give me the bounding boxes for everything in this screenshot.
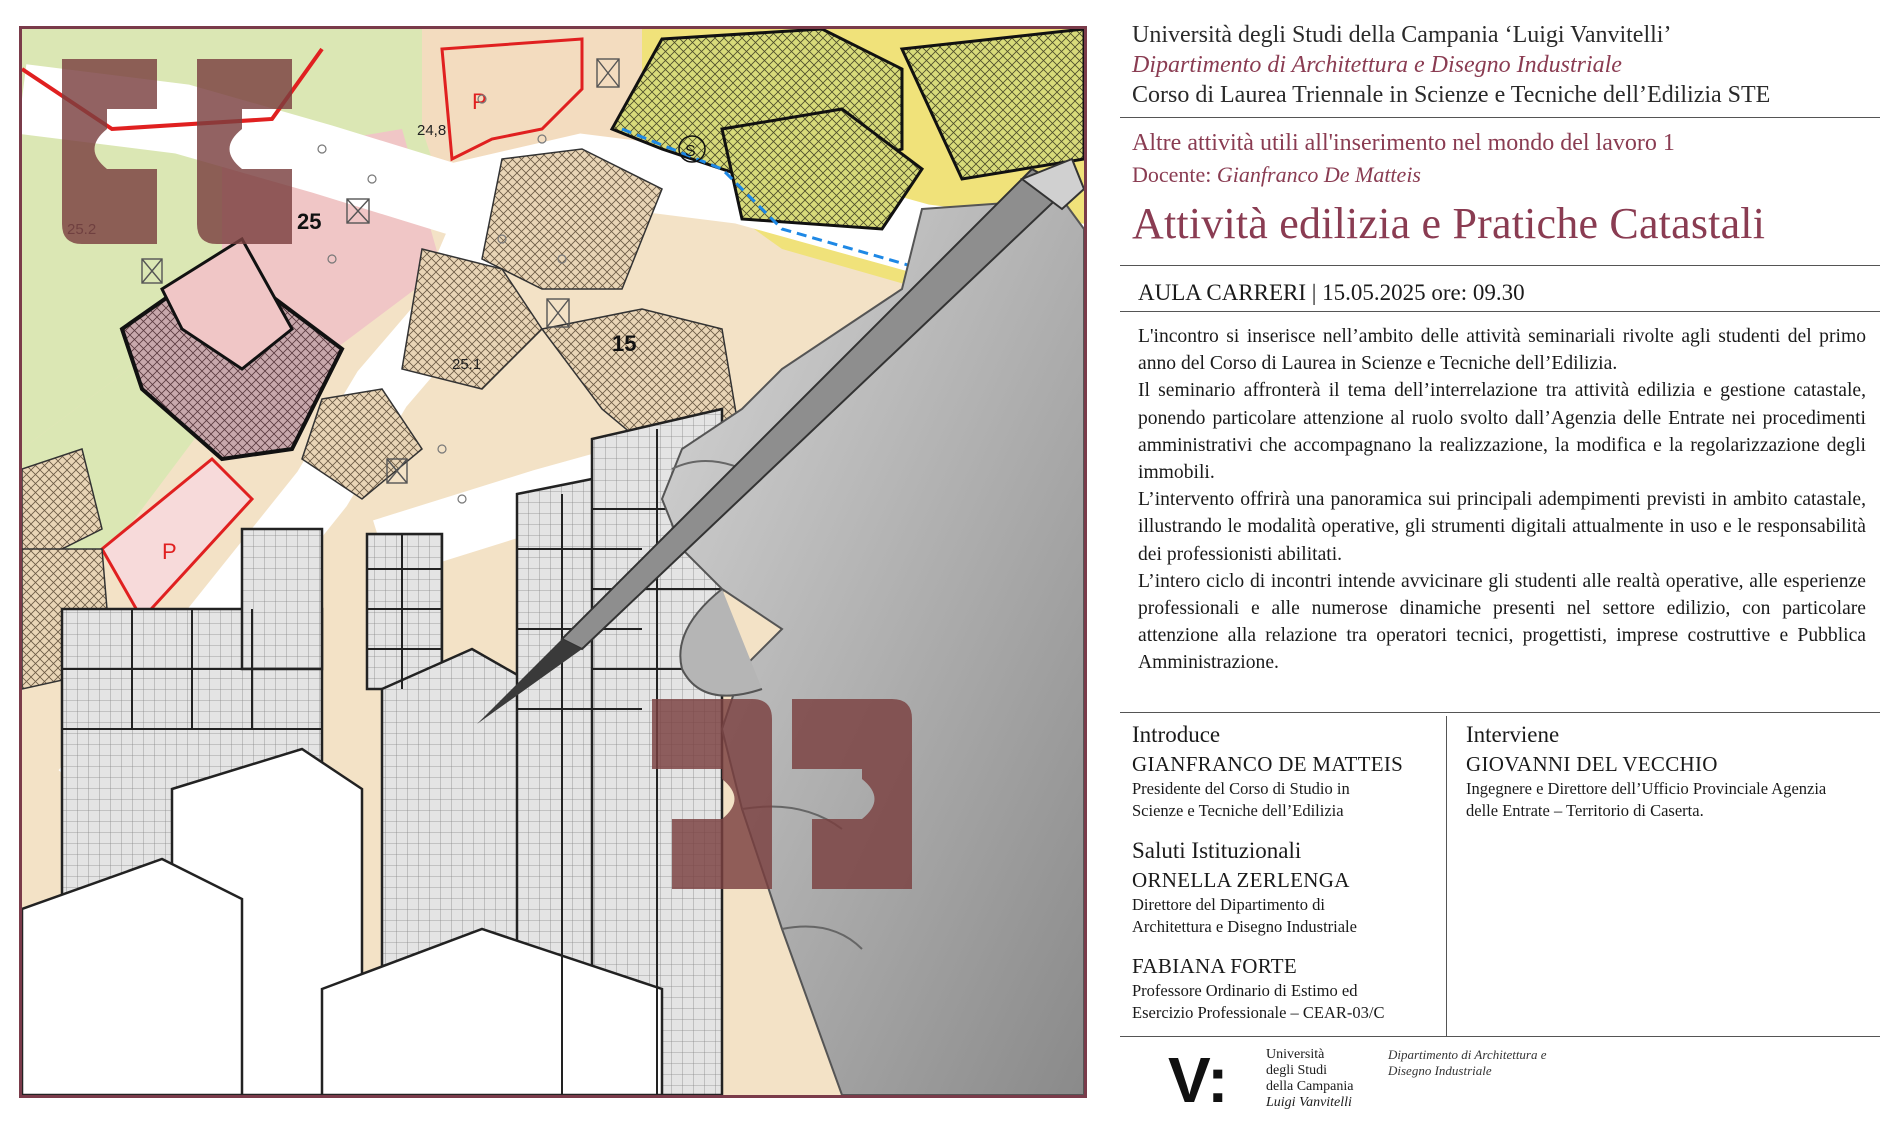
description-paragraph: L'incontro si inserisce nell’ambito delle attività seminariali rivolte agli studenti del primo anno del Corso di Laurea in Scienze e Tecniche dell’Edilizia.	[1138, 326, 1866, 375]
hero-illustration	[19, 26, 1087, 1098]
university-name: Università degli Studi della Campania ‘Luigi Vanvitelli’	[1132, 22, 1672, 48]
divider	[1120, 265, 1880, 266]
cadastral-map-drawing	[22, 29, 1084, 1095]
role-line: Presidente del Corso di Studio in	[1132, 779, 1350, 798]
description-paragraph: L’intero ciclo di incontri intende avvicinare gli studenti alle realtà operative, alle esperienze professionali e alle numerose dinamiche presenti nel settore edilizio, con particolare attenzione alla relazione tra operatori tecnici, progettisti, imprese costruttive e Pubblica Amministrazione.	[1138, 570, 1866, 674]
logo-department-text	[1388, 1047, 1547, 1079]
logo-line: della Campania	[1266, 1079, 1354, 1094]
logo-line: Dipartimento di Architettura e	[1388, 1047, 1547, 1062]
logo-line: Luigi Vanvitelli	[1266, 1095, 1352, 1110]
divider	[1120, 712, 1880, 713]
role-line: Scienze e Tecniche dell’Edilizia	[1132, 801, 1344, 820]
saluti-speaker-name-2: FABIANA FORTE	[1132, 954, 1298, 978]
map-service-label: S	[685, 143, 696, 160]
saluti-speaker-role-1	[1132, 894, 1357, 938]
event-description	[1138, 323, 1866, 677]
map-elev-248: 24,8	[417, 122, 447, 139]
map-parcel-15: 15	[612, 331, 637, 356]
event-title: Attività edilizia e Pratiche Catastali	[1132, 199, 1766, 248]
vanvitelli-v-icon: V:	[1168, 1044, 1229, 1116]
lecturer-label: Docente:	[1132, 162, 1212, 187]
role-line: Ingegnere e Direttore dell’Ufficio Provinciale Agenzia	[1466, 779, 1827, 798]
department-name: Dipartimento di Architettura e Disegno Industriale	[1132, 52, 1622, 78]
role-line: delle Entrate – Territorio di Caserta.	[1466, 801, 1704, 820]
degree-course: Corso di Laurea Triennale in Scienze e Tecniche dell’Edilizia STE	[1132, 82, 1771, 108]
role-line: Professore Ordinario di Estimo ed	[1132, 981, 1358, 1000]
map-elev-251: 25.1	[452, 356, 482, 373]
logo-line: Disegno Industriale	[1388, 1063, 1492, 1078]
logo-line: Università	[1266, 1047, 1325, 1062]
introduce-speaker-name: GIANFRANCO DE MATTEIS	[1132, 752, 1404, 776]
map-parking-label: P	[162, 539, 177, 564]
interviene-speaker-role	[1466, 778, 1826, 822]
divider	[1120, 311, 1880, 312]
saluti-speaker-role-2	[1132, 980, 1385, 1024]
description-paragraph: L’intervento offrirà una panoramica sui principali adempimenti previsti in ambito catastale, illustrando le modalità operative, gli strumenti digitali attualmente in uso e le responsabilità dei professionisti abilitati.	[1138, 489, 1866, 565]
interviene-speaker-name: GIOVANNI DEL VECCHIO	[1466, 752, 1718, 776]
role-line: Architettura e Disegno Industriale	[1132, 917, 1357, 936]
lecturer-name: Gianfranco De Matteis	[1216, 162, 1421, 187]
saluti-speaker-name-1: ORNELLA ZERLENGA	[1132, 868, 1350, 892]
info-column	[1120, 0, 1880, 1125]
introduce-speaker-role	[1132, 778, 1350, 822]
introduce-heading: Introduce	[1132, 722, 1221, 747]
speakers-divider	[1446, 716, 1447, 1036]
description-paragraph: Il seminario affronterà il tema dell’interrelazione tra attività edilizia e gestione catastale, ponendo particolare attenzione al ruolo svolto dall’Agenzia delle Entrate nei procedimenti amministrativi che accompagnano la realizzazione, la modifica e la regolarizzazione degli immobili.	[1138, 380, 1866, 484]
divider	[1120, 117, 1880, 118]
course-name: Altre attività utili all'inserimento nel mondo del lavoro 1	[1132, 130, 1675, 156]
saluti-heading: Saluti Istituzionali	[1132, 838, 1302, 863]
event-where-when: AULA CARRERI | 15.05.2025 ore: 09.30	[1138, 280, 1525, 305]
role-line: Esercizio Professionale – CEAR-03/C	[1132, 1003, 1385, 1022]
lecturer-line	[1132, 162, 1421, 188]
map-parcel-25: 25	[297, 209, 322, 234]
logo-line: degli Studi	[1266, 1063, 1328, 1078]
logo-university-text	[1266, 1047, 1353, 1111]
divider	[1120, 1036, 1880, 1037]
map-parking-label-2: P	[472, 89, 487, 114]
role-line: Direttore del Dipartimento di	[1132, 895, 1325, 914]
university-logo	[1138, 1045, 1738, 1120]
interviene-heading: Interviene	[1466, 722, 1560, 747]
